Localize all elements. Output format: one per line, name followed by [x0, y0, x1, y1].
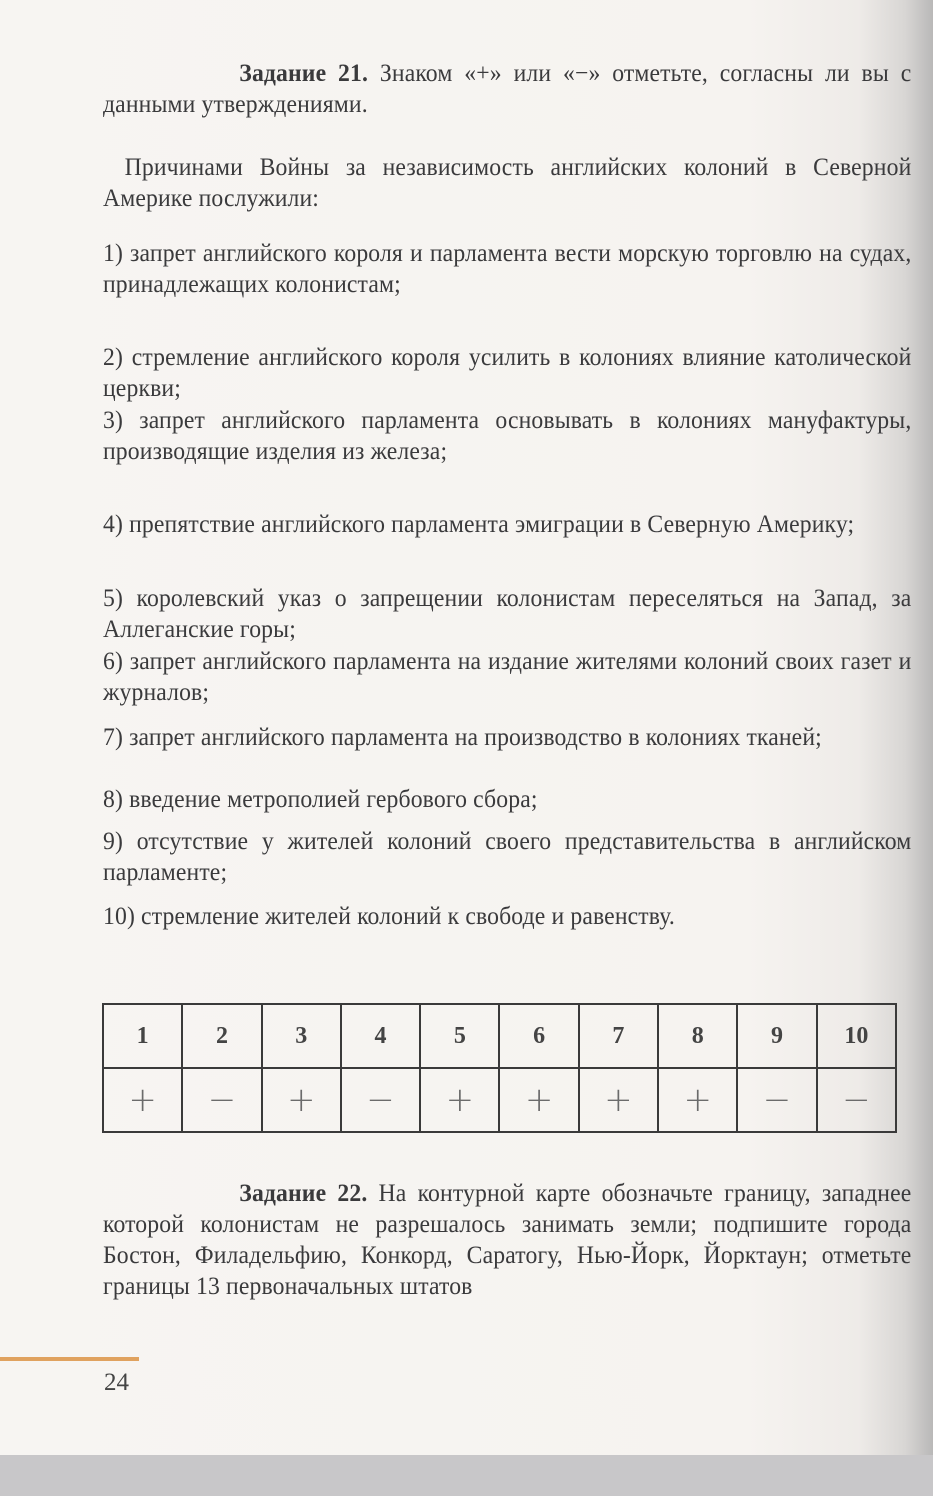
task21-prompt: Знаком «+» или «−» отметьте, согласны ли вы с данными утверждениями.: [103, 60, 912, 118]
answer-cell[interactable]: +: [499, 1068, 578, 1132]
statement-text: 1) запрет английского короля и парламента вести морскую торговлю на судах, принадлежащих колонистам;: [103, 240, 912, 298]
header-cell: 2: [182, 1004, 261, 1068]
answer-cell[interactable]: +: [103, 1068, 182, 1132]
task21-label: Задание 21.: [239, 60, 369, 87]
task22-text: На контурной карте обозначьте границу, западнее которой колонистам не разрешалось занимать земли; подпишите города Бостон, Филадельфию, Конкорд, Саратогу, Нью-Йорк, Йорктаун; отметьте границы 13 первоначальных штатов: [103, 1180, 912, 1300]
header-cell: 4: [341, 1004, 420, 1068]
header-cell: 10: [817, 1004, 896, 1068]
statement-text: 9) отсутствие у жителей колоний своего представительства в английском парламенте;: [103, 828, 912, 886]
header-cell: 5: [420, 1004, 499, 1068]
answer-cell[interactable]: +: [262, 1068, 341, 1132]
header-cell: 8: [658, 1004, 737, 1068]
footer-accent-rule: [0, 1357, 139, 1361]
task21-intro: Причинами Войны за независимость английских колоний в Северной Америке послужили:: [103, 154, 912, 212]
statement-text: 10) стремление жителей колоний к свободе и равенству.: [103, 903, 675, 930]
statement-text: 5) королевский указ о запрещении колонистам переселяться на Запад, за Аллеганские горы;: [103, 585, 912, 643]
answer-cell[interactable]: −: [182, 1068, 261, 1132]
task22-instruction: [103, 1178, 911, 1302]
header-cell: 7: [579, 1004, 658, 1068]
header-cell: 1: [103, 1004, 182, 1068]
answer-table: [102, 1003, 897, 1133]
answer-cell[interactable]: +: [658, 1068, 737, 1132]
statement-8: [103, 784, 911, 815]
task21-header: [103, 58, 911, 120]
page-number: 24: [104, 1369, 129, 1396]
statement-text: 2) стремление английского короля усилить в колониях влияние католической церкви;: [103, 344, 912, 402]
task21-intro-block: [103, 152, 911, 214]
answer-cell[interactable]: −: [737, 1068, 816, 1132]
header-cell: 6: [499, 1004, 578, 1068]
statement-2: [103, 342, 911, 404]
task22-label: Задание 22.: [239, 1180, 368, 1207]
answer-cell[interactable]: +: [420, 1068, 499, 1132]
statement-3: [103, 405, 911, 467]
answer-cell[interactable]: +: [579, 1068, 658, 1132]
statement-text: 7) запрет английского парламента на производство в колониях тканей;: [103, 724, 822, 751]
statement-1: [103, 238, 911, 300]
page-edge-shadow: [0, 1455, 933, 1496]
statement-5: [103, 583, 911, 645]
task21-instruction: [103, 58, 911, 120]
answer-cell[interactable]: −: [341, 1068, 420, 1132]
header-cell: 3: [262, 1004, 341, 1068]
statement-text: 4) препятствие английского парламента эмиграции в Северную Америку;: [103, 511, 855, 538]
answer-cell[interactable]: −: [817, 1068, 896, 1132]
statement-text: 6) запрет английского парламента на издание жителями колоний своих газет и журналов;: [103, 648, 912, 706]
statement-text: 3) запрет английского парламента основывать в колониях мануфактуры, производящие изделия из железа;: [103, 407, 912, 465]
statement-6: [103, 646, 911, 708]
task22-block: [103, 1178, 911, 1302]
statement-text: 8) введение метрополией гербового сбора;: [103, 786, 538, 813]
statement-10: [103, 901, 911, 932]
statement-7: [103, 722, 911, 753]
header-cell: 9: [737, 1004, 816, 1068]
answer-table-header-row: [103, 1004, 896, 1068]
answer-table-values-row: [103, 1068, 896, 1132]
statement-9: [103, 826, 911, 888]
statement-4: [103, 509, 911, 540]
